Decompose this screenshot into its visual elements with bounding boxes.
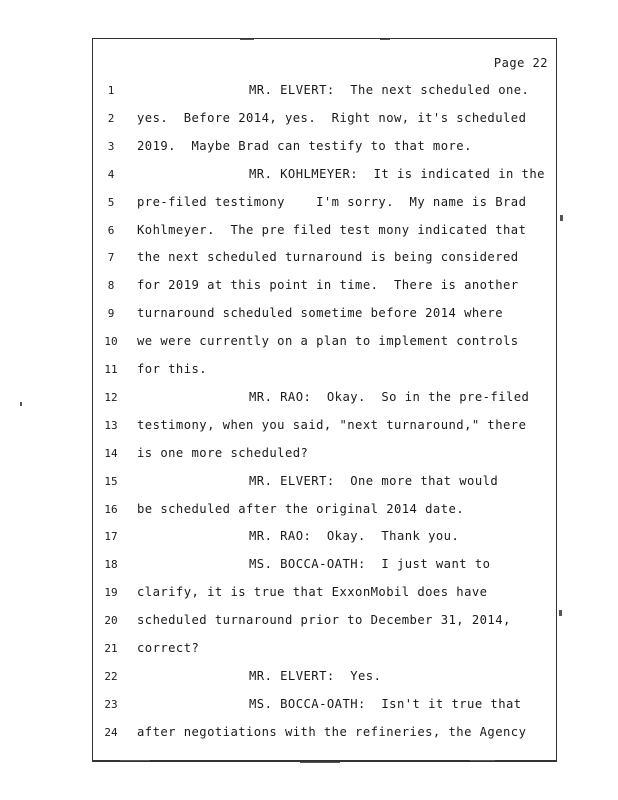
line-text: MR. RAO: Okay. So in the pre-filed — [249, 389, 530, 404]
line-text: MS. BOCCA-OATH: I just want to — [249, 557, 491, 572]
scan-speck — [559, 610, 562, 616]
page-number: Page 22 — [493, 56, 548, 70]
transcript-line — [93, 444, 556, 472]
transcript-line — [93, 500, 556, 528]
transcript-line — [93, 193, 556, 221]
scan-speck — [470, 760, 495, 761]
transcript-line — [93, 555, 556, 583]
transcript-line — [93, 639, 556, 667]
line-number: 7 — [107, 251, 115, 265]
transcript-line — [93, 304, 556, 332]
line-number: 22 — [104, 669, 118, 683]
scan-speck — [560, 215, 563, 221]
transcript-line — [93, 109, 556, 137]
transcript-line — [93, 276, 556, 304]
line-number: 19 — [104, 586, 118, 600]
line-text: testimony, when you said, "next turnaround," there — [137, 417, 527, 432]
line-number: 20 — [104, 614, 118, 628]
line-text: be scheduled after the original 2014 date. — [137, 501, 465, 516]
line-number: 24 — [104, 725, 118, 739]
line-number: 5 — [107, 195, 115, 209]
line-text: after negotiations with the refineries, the Agency — [137, 724, 527, 739]
transcript-page-frame — [92, 38, 557, 762]
line-number: 4 — [107, 167, 115, 181]
line-number: 21 — [104, 642, 118, 655]
line-text: correct? — [137, 641, 200, 655]
line-text: scheduled turnaround prior to December 31, 2014, — [137, 613, 511, 628]
line-text: MS. BOCCA-OATH: Isn't it true that — [249, 696, 522, 711]
line-number: 16 — [104, 502, 118, 516]
line-number: 1 — [107, 84, 115, 97]
line-number: 23 — [104, 697, 118, 711]
transcript-line — [93, 527, 556, 555]
line-number: 18 — [104, 558, 118, 572]
line-text: yes. Before 2014, yes. Right now, it's scheduled — [137, 110, 527, 125]
line-number: 11 — [104, 363, 118, 376]
scan-speck — [380, 39, 390, 40]
line-text: the next scheduled turnaround is being considered — [137, 250, 519, 265]
line-text: MR. RAO: Okay. Thank you. — [249, 529, 460, 544]
line-text: for this. — [137, 362, 208, 376]
line-number: 15 — [104, 474, 118, 488]
line-text: is one more scheduled? — [137, 445, 309, 460]
line-text: MR. ELVERT: The next scheduled one. — [249, 83, 530, 97]
scan-speck — [300, 762, 340, 763]
transcript-line — [93, 611, 556, 639]
transcript-line — [93, 248, 556, 276]
transcript-line — [93, 388, 556, 416]
line-text: we were currently on a plan to implement controls — [137, 334, 519, 349]
transcript-line — [93, 137, 556, 165]
transcript-line — [93, 332, 556, 360]
transcript-line — [93, 221, 556, 249]
transcript-line — [93, 583, 556, 611]
transcript-line — [93, 165, 556, 193]
transcript-line — [93, 416, 556, 444]
line-text: turnaround scheduled sometime before 2014 where — [137, 306, 504, 321]
scan-speck — [20, 402, 22, 406]
line-number: 8 — [107, 279, 115, 293]
line-text: MR. KOHLMEYER: It is indicated in the — [249, 166, 545, 181]
line-text: pre-filed testimony I'm sorry. My name is Brad — [137, 194, 527, 209]
line-text: MR. ELVERT: One more that would — [249, 473, 499, 488]
line-number: 14 — [104, 446, 118, 460]
transcript-line — [93, 723, 556, 751]
line-number: 9 — [107, 307, 115, 321]
line-text: clarify, it is true that ExxonMobil does have — [137, 585, 488, 600]
transcript-line — [93, 81, 556, 109]
line-number: 10 — [104, 335, 118, 349]
line-text: 2019. Maybe Brad can testify to that more. — [137, 138, 472, 153]
line-number: 13 — [104, 418, 118, 432]
line-number: 2 — [107, 111, 115, 125]
line-text: Kohlmeyer. The pre filed test mony indicated that — [137, 222, 527, 237]
scan-speck — [120, 760, 150, 761]
line-number: 17 — [104, 530, 118, 544]
line-text: MR. ELVERT: Yes. — [249, 668, 382, 683]
line-text: for 2019 at this point in time. There is another — [137, 278, 519, 293]
scan-speck — [240, 39, 254, 40]
line-number: 6 — [107, 223, 115, 237]
line-number: 3 — [107, 139, 115, 153]
line-number: 12 — [104, 390, 118, 404]
transcript-line — [93, 667, 556, 695]
transcript-line — [93, 695, 556, 723]
transcript-line — [93, 360, 556, 388]
transcript-line — [93, 472, 556, 500]
